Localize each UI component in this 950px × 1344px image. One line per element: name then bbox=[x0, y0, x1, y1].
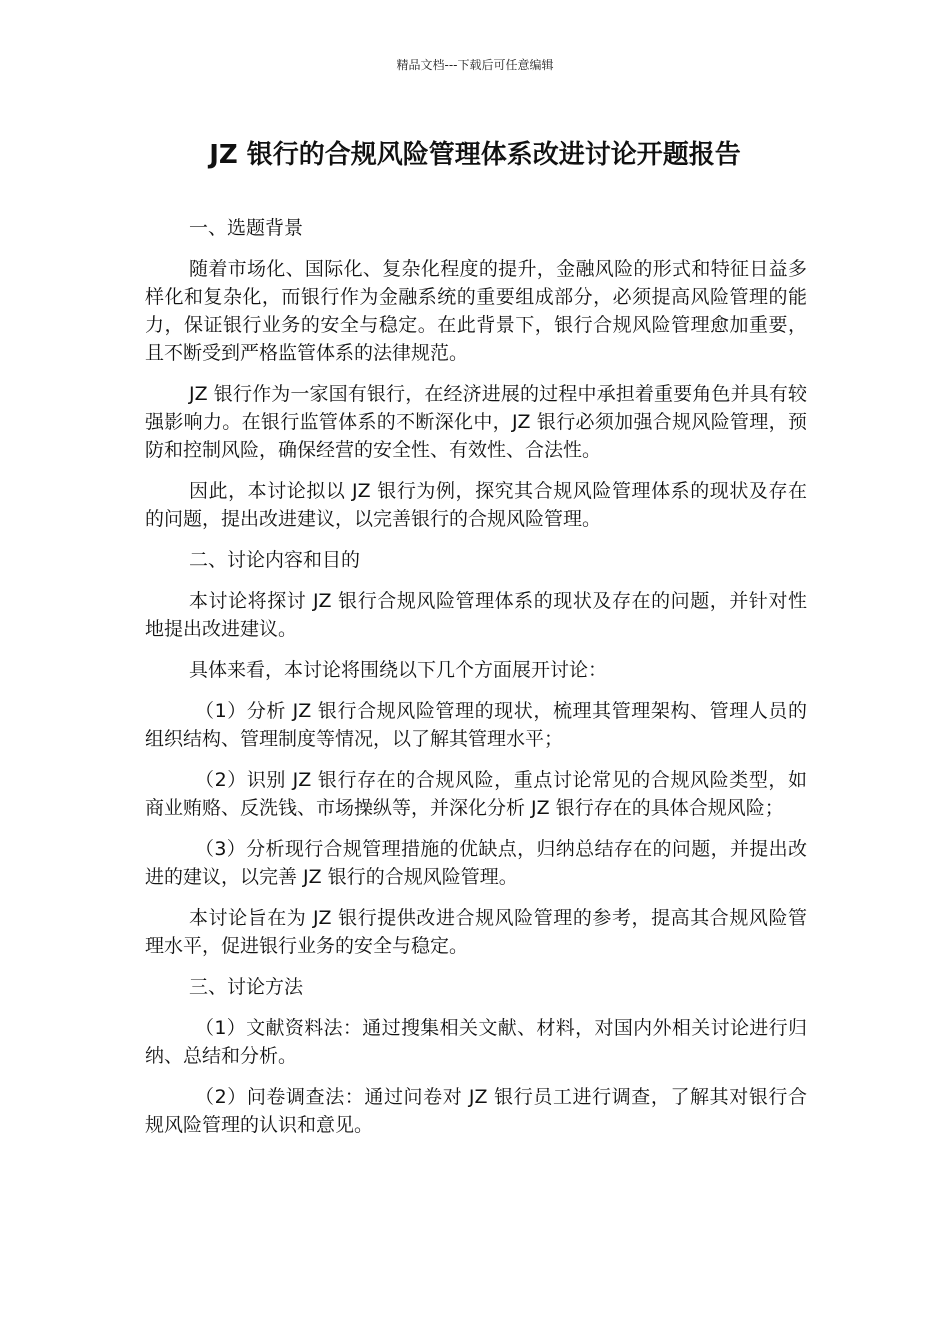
paragraph: 本讨论将探讨 JZ 银行合规风险管理体系的现状及存在的问题，并针对性地提出改进建议。 bbox=[145, 590, 807, 640]
paragraph: 本讨论旨在为 JZ 银行提供改进合规风险管理的参考，提高其合规风险管理水平，促进银行业务的安全与稳定。 bbox=[145, 907, 807, 957]
paragraph: JZ 银行作为一家国有银行，在经济进展的过程中承担着重要角色并具有较强影响力。在银行监管体系的不断深化中，JZ 银行必须加强合规风险管理，预防和控制风险，确保经营的安全性、有效性、合法性。 bbox=[145, 383, 807, 461]
list-item: （2）识别 JZ 银行存在的合规风险，重点讨论常见的合规风险类型，如商业贿赂、反洗钱、市场操纵等，并深化分析 JZ 银行存在的具体合规风险； bbox=[145, 769, 807, 819]
paragraph: 因此，本讨论拟以 JZ 银行为例，探究其合规风险管理体系的现状及存在的问题，提出改进建议，以完善银行的合规风险管理。 bbox=[145, 480, 807, 530]
list-item: （3）分析现行合规管理措施的优缺点，归纳总结存在的问题，并提出改进的建议，以完善 JZ 银行的合规风险管理。 bbox=[145, 838, 807, 888]
section-heading-methods: 三、讨论方法 bbox=[189, 976, 304, 998]
document-title: JZ 银行的合规风险管理体系改进讨论开题报告 bbox=[209, 140, 741, 170]
header-note: 精品文档---下载后可任意编辑 bbox=[396, 58, 554, 72]
section-heading-background: 一、选题背景 bbox=[189, 217, 304, 239]
paragraph: 具体来看，本讨论将围绕以下几个方面展开讨论： bbox=[189, 659, 608, 681]
list-item: （1）分析 JZ 银行合规风险管理的现状，梳理其管理架构、管理人员的组织结构、管理制度等情况，以了解其管理水平； bbox=[145, 700, 807, 750]
list-item: （1）文献资料法：通过搜集相关文献、材料，对国内外相关讨论进行归纳、总结和分析。 bbox=[145, 1017, 807, 1067]
document-body bbox=[145, 214, 807, 1152]
list-item: （2）问卷调查法：通过问卷对 JZ 银行员工进行调查，了解其对银行合规风险管理的认识和意见。 bbox=[145, 1086, 807, 1136]
section-heading-content: 二、讨论内容和目的 bbox=[189, 549, 361, 571]
paragraph: 随着市场化、国际化、复杂化程度的提升，金融风险的形式和特征日益多样化和复杂化，而银行作为金融系统的重要组成部分，必须提高风险管理的能力，保证银行业务的安全与稳定。在此背景下，银行合规风险管理愈加重要，且不断受到严格监管体系的法律规范。 bbox=[145, 258, 807, 364]
